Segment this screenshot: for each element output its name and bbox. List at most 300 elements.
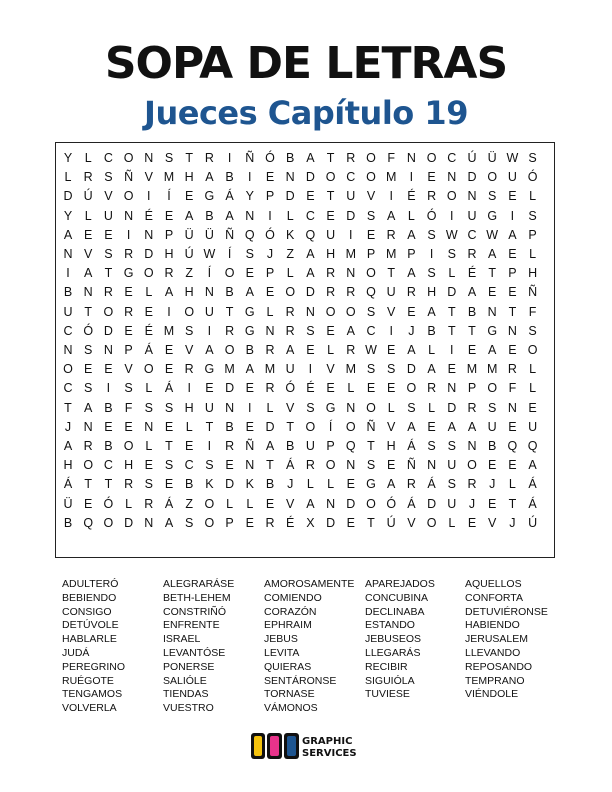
grid-letter[interactable]: B <box>104 400 113 415</box>
grid-letter[interactable]: O <box>426 515 437 530</box>
grid-letter[interactable]: N <box>326 496 336 511</box>
grid-letter[interactable]: I <box>450 343 454 357</box>
grid-letter[interactable]: T <box>326 151 335 165</box>
grid-letter[interactable]: D <box>225 381 235 396</box>
grid-letter[interactable]: E <box>346 477 355 492</box>
grid-letter[interactable]: O <box>325 458 336 473</box>
grid-letter[interactable]: B <box>265 477 275 492</box>
grid-letter[interactable]: T <box>508 496 517 511</box>
grid-letter[interactable]: J <box>408 323 415 338</box>
grid-letter[interactable]: N <box>144 227 154 242</box>
grid-letter[interactable]: J <box>266 247 274 261</box>
grid-letter[interactable]: Ñ <box>245 151 255 165</box>
grid-letter[interactable]: N <box>507 323 517 338</box>
grid-letter[interactable]: L <box>448 266 456 281</box>
grid-letter[interactable]: Ú <box>528 515 538 530</box>
grid-letter[interactable]: L <box>185 419 193 434</box>
grid-letter[interactable]: E <box>387 381 396 396</box>
grid-letter[interactable]: T <box>185 151 193 165</box>
grid-letter[interactable]: B <box>225 285 234 300</box>
grid-letter[interactable]: E <box>265 496 275 511</box>
grid-letter[interactable]: E <box>245 515 254 530</box>
grid-letter[interactable]: Ó <box>285 381 296 396</box>
grid-letter[interactable]: N <box>447 170 457 185</box>
grid-letter[interactable]: X <box>306 515 315 530</box>
grid-letter[interactable]: S <box>447 477 456 492</box>
grid-letter[interactable]: R <box>427 189 437 204</box>
grid-letter[interactable]: M <box>486 362 498 377</box>
grid-letter[interactable]: Í <box>328 419 333 434</box>
grid-letter[interactable]: I <box>126 227 131 242</box>
grid-letter[interactable]: L <box>266 400 274 415</box>
grid-letter[interactable]: H <box>528 266 538 281</box>
grid-letter[interactable]: E <box>164 419 174 434</box>
grid-letter[interactable]: L <box>266 304 274 319</box>
grid-letter[interactable]: N <box>245 458 255 473</box>
grid-letter[interactable]: A <box>63 227 73 242</box>
grid-letter[interactable]: O <box>184 304 195 319</box>
grid-letter[interactable]: B <box>286 151 295 165</box>
grid-letter[interactable]: T <box>64 400 72 415</box>
grid-letter[interactable]: O <box>103 304 114 319</box>
grid-letter[interactable]: Ó <box>426 208 437 223</box>
grid-letter[interactable]: A <box>63 439 73 453</box>
grid-letter[interactable]: I <box>187 381 191 396</box>
grid-letter[interactable]: S <box>447 247 456 261</box>
grid-letter[interactable]: Á <box>164 496 174 511</box>
grid-letter[interactable]: H <box>427 285 437 300</box>
grid-letter[interactable]: E <box>265 285 275 300</box>
grid-letter[interactable]: D <box>124 515 134 530</box>
grid-letter[interactable]: D <box>63 189 73 204</box>
grid-letter[interactable]: R <box>467 247 477 261</box>
grid-letter[interactable]: D <box>225 477 235 492</box>
grid-letter[interactable]: L <box>529 189 537 204</box>
grid-letter[interactable]: Ñ <box>225 227 235 242</box>
grid-letter[interactable]: C <box>305 208 315 223</box>
grid-letter[interactable]: T <box>104 266 113 281</box>
grid-letter[interactable]: L <box>145 285 153 300</box>
grid-letter[interactable]: N <box>305 304 315 319</box>
grid-letter[interactable]: P <box>164 227 174 242</box>
grid-letter[interactable]: U <box>386 285 396 300</box>
grid-letter[interactable]: T <box>266 458 274 473</box>
grid-letter[interactable]: Y <box>63 208 73 223</box>
grid-letter[interactable]: A <box>205 343 214 357</box>
grid-letter[interactable]: E <box>508 247 517 261</box>
grid-letter[interactable]: Ñ <box>406 458 416 473</box>
grid-letter[interactable]: Z <box>185 266 193 281</box>
grid-letter[interactable]: O <box>224 343 235 357</box>
grid-letter[interactable]: V <box>326 362 335 377</box>
grid-letter[interactable]: W <box>203 247 216 261</box>
grid-letter[interactable]: O <box>143 362 154 377</box>
grid-letter[interactable]: Á <box>63 477 73 492</box>
grid-letter[interactable]: S <box>144 400 153 415</box>
grid-letter[interactable]: D <box>427 496 437 511</box>
grid-letter[interactable]: N <box>346 458 356 473</box>
grid-letter[interactable]: O <box>366 400 376 415</box>
grid-letter[interactable]: T <box>447 304 456 319</box>
grid-letter[interactable]: H <box>164 247 174 261</box>
grid-letter[interactable]: A <box>407 266 416 281</box>
grid-letter[interactable]: Ó <box>83 323 94 338</box>
grid-letter[interactable]: Q <box>345 439 356 453</box>
grid-letter[interactable]: R <box>265 343 275 357</box>
grid-letter[interactable]: A <box>387 477 396 492</box>
grid-letter[interactable]: O <box>83 458 94 473</box>
grid-letter[interactable]: S <box>427 227 436 242</box>
grid-letter[interactable]: G <box>244 323 255 338</box>
grid-letter[interactable]: R <box>427 381 437 396</box>
grid-letter[interactable]: A <box>245 362 254 377</box>
grid-letter[interactable]: L <box>125 496 133 511</box>
grid-letter[interactable]: R <box>124 247 134 261</box>
grid-letter[interactable]: Q <box>366 285 376 300</box>
grid-letter[interactable]: Á <box>427 477 436 492</box>
grid-letter[interactable]: Ó <box>265 227 275 242</box>
grid-letter[interactable]: S <box>528 323 537 338</box>
grid-letter[interactable]: O <box>366 496 376 511</box>
grid-letter[interactable]: L <box>286 266 294 281</box>
grid-letter[interactable]: O <box>426 151 437 165</box>
grid-letter[interactable]: Ñ <box>366 419 376 434</box>
grid-letter[interactable]: G <box>487 323 498 338</box>
grid-letter[interactable]: B <box>185 477 194 492</box>
grid-letter[interactable]: N <box>487 304 497 319</box>
grid-letter[interactable]: Q <box>305 227 316 242</box>
grid-letter[interactable]: A <box>508 227 517 242</box>
grid-letter[interactable]: E <box>366 381 376 396</box>
grid-letter[interactable]: P <box>326 439 335 453</box>
grid-letter[interactable]: O <box>63 362 73 377</box>
grid-letter[interactable]: Ü <box>184 227 194 242</box>
grid-letter[interactable]: E <box>124 323 133 338</box>
grid-letter[interactable]: D <box>467 170 477 185</box>
grid-letter[interactable]: L <box>246 496 254 511</box>
grid-letter[interactable]: Í <box>227 247 232 261</box>
grid-letter[interactable]: Ó <box>103 496 114 511</box>
grid-letter[interactable]: S <box>144 477 153 492</box>
grid-letter[interactable]: O <box>487 170 498 185</box>
grid-letter[interactable]: U <box>285 362 295 377</box>
grid-letter[interactable]: V <box>144 170 153 185</box>
grid-letter[interactable]: R <box>305 458 315 473</box>
grid-letter[interactable]: B <box>286 439 295 453</box>
grid-letter[interactable]: G <box>204 189 215 204</box>
grid-letter[interactable]: L <box>145 381 153 396</box>
grid-letter[interactable]: S <box>84 381 93 396</box>
grid-letter[interactable]: C <box>346 170 356 185</box>
grid-letter[interactable]: Q <box>507 439 518 453</box>
grid-letter[interactable]: P <box>265 266 275 281</box>
grid-letter[interactable]: D <box>103 323 113 338</box>
grid-letter[interactable]: B <box>205 208 214 223</box>
grid-letter[interactable]: L <box>226 496 234 511</box>
grid-letter[interactable]: D <box>305 285 315 300</box>
grid-letter[interactable]: J <box>509 515 516 530</box>
grid-letter[interactable]: N <box>144 419 154 434</box>
grid-letter[interactable]: L <box>428 400 436 415</box>
grid-letter[interactable]: S <box>205 458 214 473</box>
grid-letter[interactable]: N <box>346 266 356 281</box>
grid-letter[interactable]: D <box>406 362 416 377</box>
grid-letter[interactable]: O <box>224 266 235 281</box>
grid-letter[interactable]: L <box>428 343 436 357</box>
grid-letter[interactable]: O <box>123 439 134 453</box>
grid-letter[interactable]: L <box>306 477 314 492</box>
grid-letter[interactable]: V <box>185 343 194 357</box>
grid-letter[interactable]: E <box>144 304 153 319</box>
grid-letter[interactable]: E <box>488 458 497 473</box>
grid-letter[interactable]: R <box>184 362 194 377</box>
grid-letter[interactable]: I <box>227 151 232 165</box>
grid-letter[interactable]: I <box>268 208 272 223</box>
grid-letter[interactable]: Ñ <box>528 285 538 300</box>
grid-letter[interactable]: Ü <box>487 151 497 165</box>
grid-letter[interactable]: E <box>488 285 497 300</box>
grid-letter[interactable]: O <box>305 419 316 434</box>
grid-letter[interactable]: Ú <box>467 151 477 165</box>
grid-letter[interactable]: S <box>427 439 436 453</box>
grid-letter[interactable]: R <box>83 439 93 453</box>
grid-letter[interactable]: H <box>386 439 396 453</box>
grid-letter[interactable]: S <box>528 151 537 165</box>
grid-letter[interactable]: E <box>185 189 194 204</box>
grid-letter[interactable]: O <box>325 304 336 319</box>
grid-letter[interactable]: N <box>83 419 93 434</box>
grid-letter[interactable]: E <box>488 496 497 511</box>
grid-letter[interactable]: A <box>306 496 315 511</box>
grid-letter[interactable]: E <box>265 170 275 185</box>
grid-letter[interactable]: R <box>346 343 356 357</box>
grid-letter[interactable]: E <box>164 477 174 492</box>
grid-letter[interactable]: S <box>104 247 113 261</box>
grid-letter[interactable]: V <box>124 362 133 377</box>
grid-letter[interactable]: O <box>204 515 215 530</box>
grid-letter[interactable]: E <box>144 458 153 473</box>
grid-letter[interactable]: C <box>63 381 73 396</box>
grid-letter[interactable]: I <box>510 208 515 223</box>
grid-letter[interactable]: A <box>185 208 194 223</box>
grid-letter[interactable]: C <box>467 227 477 242</box>
grid-letter[interactable]: E <box>245 266 254 281</box>
grid-letter[interactable]: L <box>448 515 456 530</box>
grid-letter[interactable]: B <box>225 419 234 434</box>
grid-letter[interactable]: D <box>447 400 457 415</box>
grid-letter[interactable]: C <box>447 151 457 165</box>
grid-letter[interactable]: D <box>326 515 336 530</box>
grid-letter[interactable]: L <box>84 151 92 165</box>
grid-letter[interactable]: A <box>84 400 93 415</box>
grid-letter[interactable]: É <box>144 208 153 223</box>
grid-letter[interactable]: R <box>346 151 356 165</box>
grid-letter[interactable]: Á <box>286 458 295 473</box>
grid-letter[interactable]: T <box>326 189 335 204</box>
grid-letter[interactable]: E <box>104 227 113 242</box>
grid-letter[interactable]: A <box>407 343 416 357</box>
grid-letter[interactable]: Á <box>164 381 174 396</box>
grid-letter[interactable]: U <box>204 304 214 319</box>
grid-letter[interactable]: U <box>63 304 73 319</box>
grid-letter[interactable]: Ó <box>386 496 397 511</box>
grid-letter[interactable]: J <box>489 477 496 492</box>
grid-letter[interactable]: W <box>365 343 377 357</box>
grid-letter[interactable]: N <box>285 170 295 185</box>
grid-letter[interactable]: S <box>427 266 436 281</box>
grid-letter[interactable]: Ü <box>204 227 214 242</box>
grid-letter[interactable]: G <box>244 304 255 319</box>
grid-letter[interactable]: V <box>104 189 113 204</box>
grid-letter[interactable]: É <box>407 189 416 204</box>
grid-letter[interactable]: Z <box>185 496 193 511</box>
grid-letter[interactable]: R <box>225 439 235 453</box>
grid-letter[interactable]: U <box>204 400 214 415</box>
grid-letter[interactable]: E <box>164 343 174 357</box>
grid-letter[interactable]: T <box>286 419 294 434</box>
grid-letter[interactable]: I <box>349 227 353 242</box>
grid-letter[interactable]: L <box>327 477 335 492</box>
grid-letter[interactable]: E <box>326 323 335 338</box>
grid-letter[interactable]: A <box>245 285 254 300</box>
grid-letter[interactable]: É <box>144 323 153 338</box>
grid-letter[interactable]: E <box>508 189 517 204</box>
grid-letter[interactable]: A <box>407 227 416 242</box>
grid-letter[interactable]: U <box>507 170 517 185</box>
grid-letter[interactable]: E <box>387 343 396 357</box>
grid-letter[interactable]: W <box>486 227 499 242</box>
grid-letter[interactable]: O <box>527 343 538 357</box>
grid-letter[interactable]: M <box>224 362 235 377</box>
grid-letter[interactable]: B <box>63 515 73 530</box>
grid-letter[interactable]: E <box>508 285 517 300</box>
grid-letter[interactable]: S <box>387 362 396 377</box>
grid-letter[interactable]: E <box>528 400 537 415</box>
grid-letter[interactable]: S <box>366 362 376 377</box>
grid-letter[interactable]: Ñ <box>124 170 134 185</box>
grid-letter[interactable]: R <box>83 170 93 185</box>
grid-letter[interactable]: E <box>508 419 517 434</box>
grid-letter[interactable]: H <box>184 170 194 185</box>
grid-letter[interactable]: M <box>163 170 175 185</box>
grid-letter[interactable]: C <box>184 458 194 473</box>
grid-letter[interactable]: E <box>84 496 93 511</box>
grid-letter[interactable]: O <box>406 381 417 396</box>
grid-letter[interactable]: O <box>103 515 114 530</box>
grid-letter[interactable]: O <box>204 496 215 511</box>
grid-letter[interactable]: E <box>306 189 315 204</box>
grid-letter[interactable]: A <box>467 285 477 300</box>
grid-letter[interactable]: T <box>205 419 214 434</box>
grid-letter[interactable]: A <box>205 170 214 185</box>
grid-letter[interactable]: L <box>529 381 537 396</box>
grid-letter[interactable]: E <box>104 419 113 434</box>
grid-letter[interactable]: L <box>407 208 415 223</box>
grid-letter[interactable]: É <box>286 515 295 530</box>
grid-letter[interactable]: R <box>225 323 235 338</box>
grid-letter[interactable]: K <box>245 477 254 492</box>
grid-letter[interactable]: E <box>306 343 315 357</box>
grid-letter[interactable]: R <box>103 285 113 300</box>
grid-letter[interactable]: L <box>508 477 516 492</box>
grid-letter[interactable]: S <box>104 170 113 185</box>
grid-letter[interactable]: L <box>64 170 72 185</box>
grid-letter[interactable]: V <box>387 419 396 434</box>
grid-letter[interactable]: W <box>445 227 458 242</box>
grid-letter[interactable]: R <box>326 285 336 300</box>
grid-letter[interactable]: I <box>450 208 454 223</box>
grid-letter[interactable]: D <box>346 208 356 223</box>
grid-letter[interactable]: N <box>265 323 275 338</box>
grid-letter[interactable]: A <box>528 458 537 473</box>
grid-letter[interactable]: A <box>407 419 416 434</box>
grid-letter[interactable]: Ñ <box>245 439 255 453</box>
grid-letter[interactable]: F <box>528 304 537 319</box>
grid-letter[interactable]: R <box>326 266 336 281</box>
grid-letter[interactable]: Y <box>245 189 254 204</box>
grid-letter[interactable]: T <box>488 266 496 281</box>
grid-letter[interactable]: V <box>84 247 93 261</box>
grid-letter[interactable]: W <box>506 151 519 165</box>
grid-letter[interactable]: A <box>225 208 234 223</box>
grid-letter[interactable]: I <box>429 247 434 261</box>
grid-letter[interactable]: T <box>84 477 92 492</box>
grid-letter[interactable]: A <box>164 285 174 300</box>
grid-letter[interactable]: B <box>488 439 497 453</box>
grid-letter[interactable]: U <box>528 419 538 434</box>
grid-letter[interactable]: O <box>325 170 336 185</box>
grid-letter[interactable]: A <box>346 323 355 338</box>
grid-letter[interactable]: N <box>63 247 73 261</box>
grid-letter[interactable]: É <box>467 266 477 281</box>
grid-letter[interactable]: P <box>366 247 376 261</box>
grid-letter[interactable]: Á <box>225 189 234 204</box>
grid-letter[interactable]: A <box>447 419 456 434</box>
grid-letter[interactable]: Y <box>63 151 73 165</box>
grid-letter[interactable]: P <box>508 266 517 281</box>
grid-letter[interactable]: Í <box>167 189 171 204</box>
grid-letter[interactable]: Ó <box>265 151 275 165</box>
grid-letter[interactable]: S <box>528 208 537 223</box>
grid-letter[interactable]: G <box>325 400 336 415</box>
grid-letter[interactable]: J <box>64 419 72 434</box>
grid-letter[interactable]: H <box>326 247 336 261</box>
grid-letter[interactable]: I <box>167 304 171 319</box>
grid-letter[interactable]: S <box>306 323 315 338</box>
grid-letter[interactable]: A <box>488 247 497 261</box>
grid-letter[interactable]: B <box>245 343 254 357</box>
grid-letter[interactable]: V <box>286 496 295 511</box>
grid-letter[interactable]: S <box>366 458 376 473</box>
grid-letter[interactable]: M <box>345 362 356 377</box>
grid-letter[interactable]: É <box>306 381 315 396</box>
grid-letter[interactable]: A <box>265 439 275 453</box>
grid-letter[interactable]: A <box>306 151 315 165</box>
grid-letter[interactable]: Z <box>286 247 294 261</box>
grid-letter[interactable]: S <box>306 400 315 415</box>
grid-letter[interactable]: R <box>265 515 275 530</box>
grid-letter[interactable]: I <box>389 323 393 338</box>
grid-letter[interactable]: Á <box>407 496 416 511</box>
grid-letter[interactable]: Q <box>527 439 538 453</box>
grid-letter[interactable]: N <box>144 515 154 530</box>
grid-letter[interactable]: A <box>427 362 436 377</box>
grid-letter[interactable]: O <box>143 266 154 281</box>
grid-letter[interactable]: E <box>124 419 133 434</box>
grid-letter[interactable]: O <box>123 151 134 165</box>
grid-letter[interactable]: S <box>164 400 174 415</box>
grid-letter[interactable]: N <box>83 285 93 300</box>
